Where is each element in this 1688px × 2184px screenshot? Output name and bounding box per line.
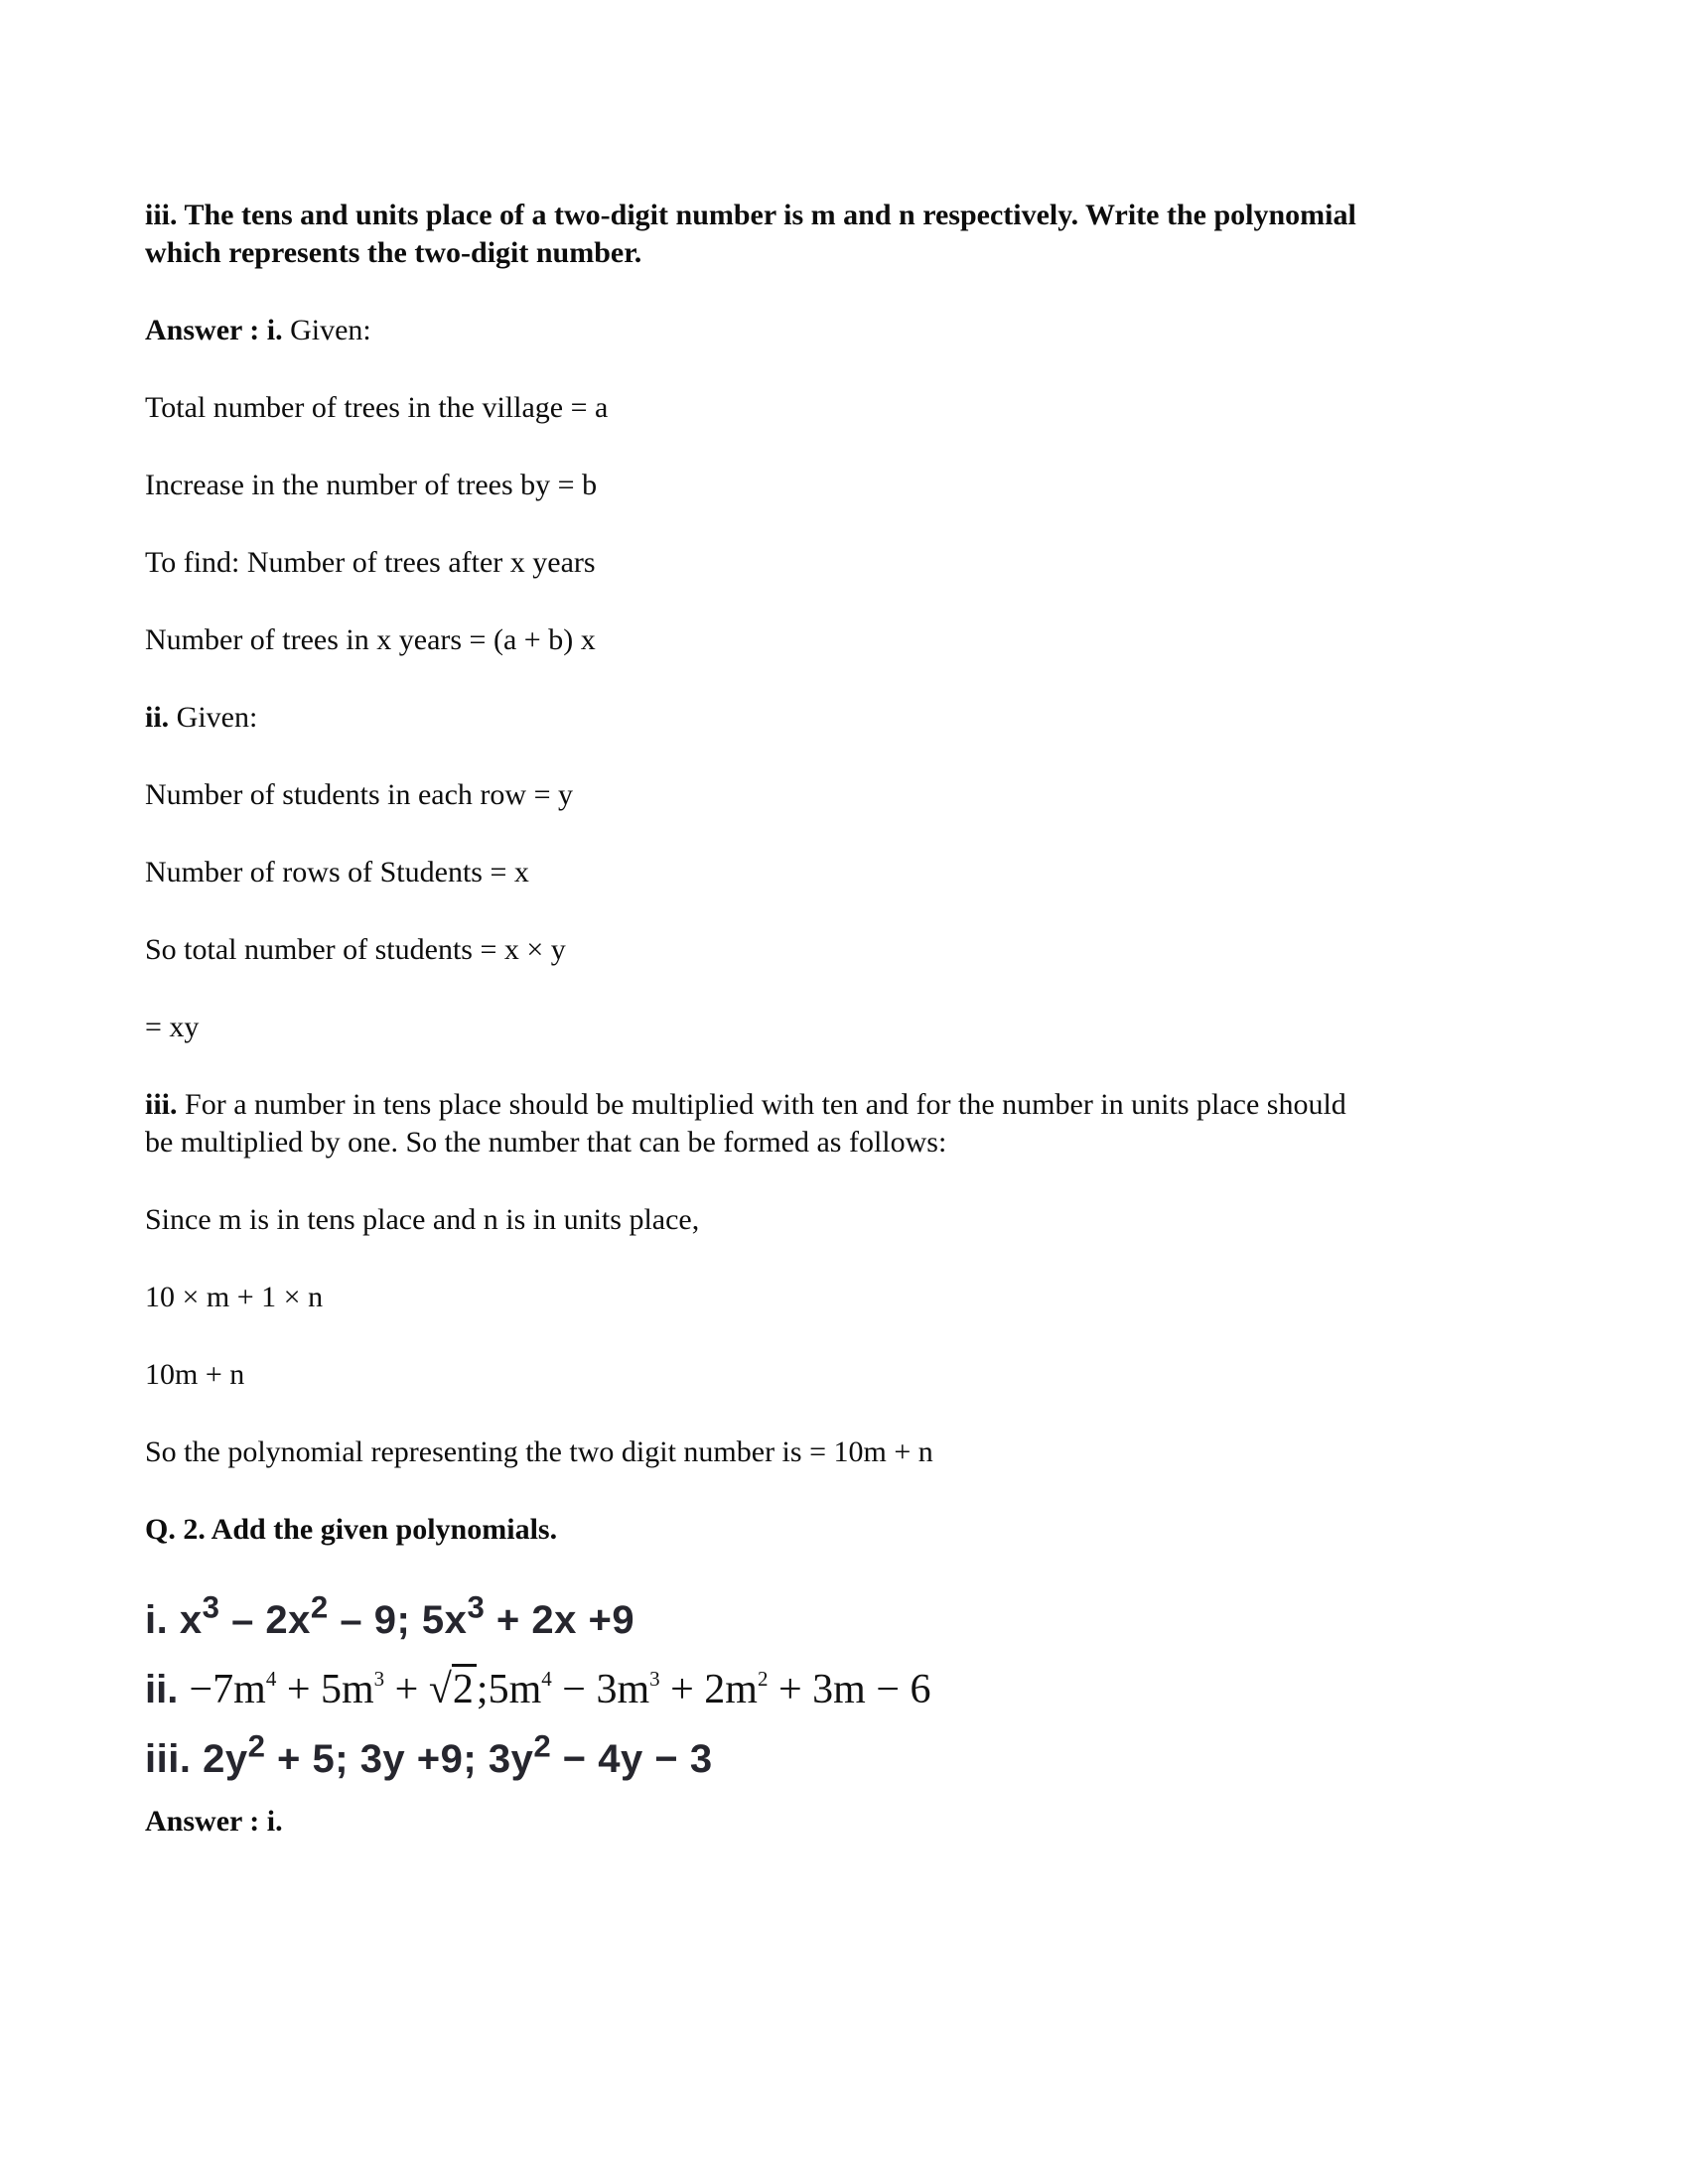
math-expression-ii: ii. $-7m^4 + 5m^3$ + $√2;5m^4 - 3m^3 + 2m^2 + 3m - 6$ [145,1658,1549,1727]
part-iii-text: For a number in tens place should be multiplied with ten and for the number in units place should be multiplied by one. So the number that can be formed as follows: [145,1088,1346,1159]
part3-line-10m-n: 10m + n [145,1358,245,1391]
part3-line-since: Since m is in tens place and n is in units place, [145,1203,700,1236]
answer-1-intro [145,312,1549,349]
given2-line-xy: = xy [145,1011,200,1043]
part3-line-conclusion: So the polynomial representing the two digit number is = 10m + n [145,1435,933,1468]
question-2-heading: Q. 2. Add the given polynomials. [145,1513,558,1546]
answer-1-label: Answer : i. [145,314,283,346]
part-iii-paragraph [145,1086,1376,1161]
given1-line-result: Number of trees in x years = (a + b) x [145,623,596,656]
given2-line-total: So total number of students = x × y [145,933,566,966]
question-iii-heading: iii. The tens and units place of a two-digit number is m and n respectively. Write the polynomial which represents the two-digit number. [145,199,1356,269]
q2-polynomial-list [145,1588,1549,1803]
part-ii-label: ii. [145,701,170,734]
part-ii-given: Given: [169,701,258,734]
answer-1-given: Given: [282,314,371,346]
part3-line-10xm: 10 × m + 1 × n [145,1281,324,1313]
part-iii-label: iii. [145,1088,178,1121]
answer-2-label: Answer : i. [145,1805,283,1838]
given1-line-to-find: To find: Number of trees after x years [145,546,596,579]
math-expression-iii: iii. $2y^2 + 5$; 3y +9; $3y^2 - 4y - 3$ [145,1728,713,1781]
math-expression-i: i. $x^3 - 2x^2 - 9$; $5x^3 + 2x +9$ [145,1589,635,1642]
given2-line-students-row: Number of students in each row = y [145,778,573,811]
radical-sign: √2 [429,1664,477,1712]
part-ii-intro [145,699,1549,737]
given2-line-rows: Number of rows of Students = x [145,856,529,888]
given1-line-increase: Increase in the number of trees by = b [145,469,598,501]
given1-line-total-trees: Total number of trees in the village = a [145,391,609,424]
